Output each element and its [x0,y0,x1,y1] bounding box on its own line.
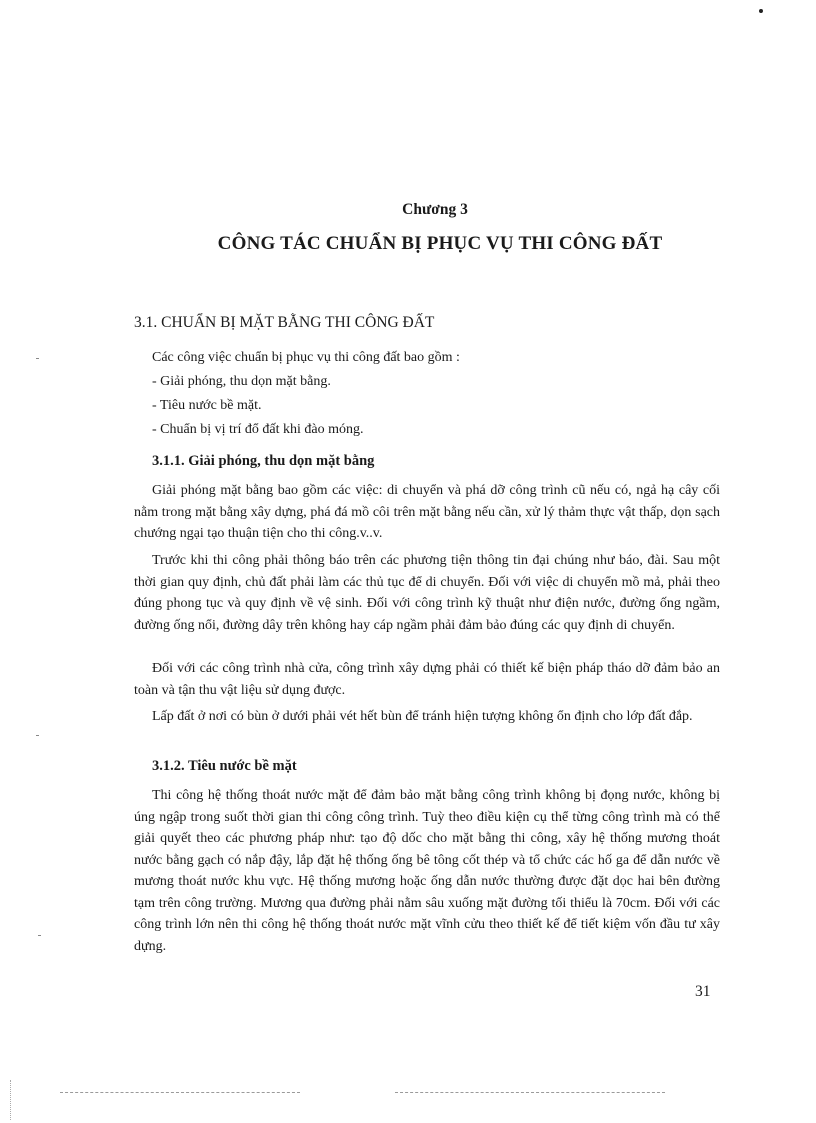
scan-line [60,1092,300,1093]
chapter-label: Chương 3 [402,201,468,218]
paragraph: Lấp đất ở nơi có bùn ở dưới phải vét hết bùn để tránh hiện tượng không ổn định cho lớp đất đắp. [152,709,693,724]
scan-speck [759,9,763,13]
margin-mark [38,935,41,936]
margin-mark [36,735,39,736]
intro-line: - Chuẩn bị vị trí đổ đất khi đào móng. [152,422,364,437]
subsection-heading: 3.1.2. Tiêu nước bề mặt [152,758,297,774]
intro-line: - Giải phóng, thu dọn mặt bằng. [152,374,331,389]
page-number: 31 [695,983,711,1000]
margin-mark [36,358,39,359]
paragraph: Trước khi thi công phải thông báo trên các phương tiện thông tin đại chúng như báo, đài. Sau một thời gian quy định, chủ đất phải làm các thủ tục để di chuyển. Đối với việc di chuyển mồ mả, phải theo đúng phong tục và quy định về vệ sinh. Đối với công trình kỹ thuật như điện nước, đường ống ngầm, đường ống nổi, đường dây trên không hay cáp ngầm phải đảm bảo đúng các quy định di chuyển. [134,553,720,633]
chapter-title: CÔNG TÁC CHUẨN BỊ PHỤC VỤ THI CÔNG ĐẤT [217,233,663,254]
scan-line [395,1092,665,1093]
paragraph: Giải phóng mặt bằng bao gồm các việc: di chuyển và phá dỡ công trình cũ nếu có, ngả hạ cây cối nằm trong mặt bằng xây dựng, phá đá mồ côi trên mặt bằng nếu cần, xử lý thảm thực vật thấp, dọn sạch chướng ngại tạo thuận tiện cho thi công.v..v. [134,483,720,541]
paragraph: Đối với các công trình nhà cửa, công trình xây dựng phải có thiết kế biện pháp tháo dỡ đảm bảo an toàn và tận thu vật liệu sử dụng được. [134,661,720,698]
scan-line [10,1080,11,1120]
paragraph: Thi công hệ thống thoát nước mặt để đảm bảo mặt bằng công trình không bị đọng nước, không bị úng ngập trong suốt thời gian thi công công trình. Tuỳ theo điều kiện cụ thể từng công trình mà có thể giải quyết theo các phương pháp như: tạo độ dốc cho mặt bằng thi công, xây hệ thống mương thoát nước bằng gạch có nắp đậy, lắp đặt hệ thống ống bê tông cốt thép và tổ chức các hố ga để dẫn nước về mương thoát nước khu vực. Hệ thống mương hoặc ống dẫn nước thường được đặt dọc hai bên đường tạm trên công trường. Mương qua đường phải nằm sâu xuống mặt đường tối thiểu là 70cm. Đối với các công trình lớn nên thi công hệ thống thoát nước mặt vĩnh cửu theo thiết kế để tiết kiệm vốn đầu tư xây dựng. [134,788,720,954]
intro-line: Các công việc chuẩn bị phục vụ thi công đất bao gồm : [152,350,460,365]
section-heading: 3.1. CHUẨN BỊ MẶT BẰNG THI CÔNG ĐẤT [134,314,435,331]
intro-line: - Tiêu nước bề mặt. [152,398,262,413]
subsection-heading: 3.1.1. Giải phóng, thu dọn mặt bằng [152,453,375,469]
intro-list [152,346,460,442]
